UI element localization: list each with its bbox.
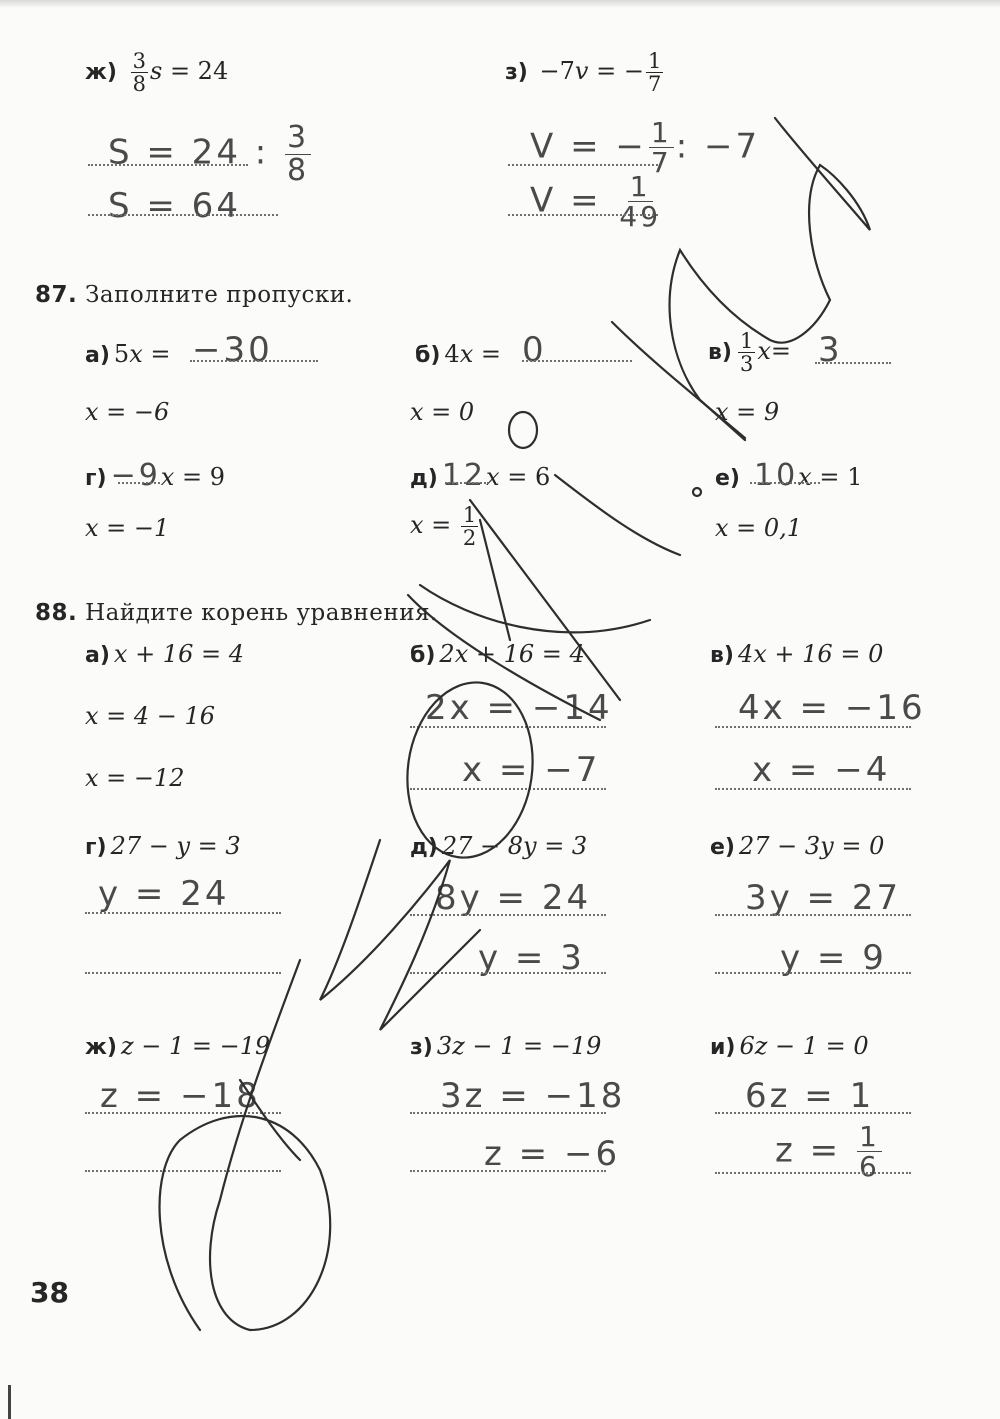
handwritten-answer: 3z = −18 bbox=[440, 1076, 626, 1116]
handwritten-answer: y = 9 bbox=[780, 938, 887, 978]
problem-label: г) bbox=[85, 466, 107, 491]
handwritten-answer bbox=[530, 172, 665, 232]
handwritten-answer: 6z = 1 bbox=[745, 1076, 875, 1116]
handwritten-answer: y = 3 bbox=[478, 938, 585, 978]
variable: x bbox=[798, 463, 812, 491]
equals-sign: = bbox=[480, 340, 501, 368]
equals-sign: = bbox=[770, 337, 792, 366]
root-prefix: x = bbox=[410, 511, 452, 540]
handwritten-answer: S = 64 bbox=[108, 186, 241, 226]
scribble-stroke bbox=[480, 520, 510, 640]
given-root: x = 0 bbox=[410, 398, 475, 426]
dotted-line bbox=[410, 726, 606, 728]
dotted-line bbox=[508, 214, 658, 216]
problem-label: е) bbox=[715, 466, 740, 491]
denominator: 7 bbox=[647, 72, 662, 97]
binding-mark bbox=[8, 1385, 11, 1419]
problem-label: в) bbox=[710, 643, 734, 668]
task-87-header bbox=[35, 282, 353, 308]
problem-label: г) bbox=[85, 835, 107, 860]
variable: x bbox=[757, 337, 771, 366]
handwritten-answer: z = −18 bbox=[100, 1076, 261, 1116]
numerator: 1 bbox=[858, 1120, 880, 1153]
dotted-line bbox=[88, 214, 278, 216]
given-root bbox=[410, 504, 480, 549]
answer-line: S = 24 : bbox=[108, 132, 270, 173]
problem-88v bbox=[710, 640, 883, 668]
equation: 27 − 3y = 0 bbox=[738, 832, 885, 860]
variable: v bbox=[574, 57, 589, 86]
numerator: 1 bbox=[462, 503, 477, 527]
problem-87e bbox=[715, 458, 862, 493]
fraction bbox=[461, 504, 478, 549]
dotted-line bbox=[410, 914, 606, 916]
denominator: 7 bbox=[650, 146, 672, 180]
task-88-header bbox=[35, 600, 438, 626]
dotted-line bbox=[410, 1170, 606, 1172]
denominator: 8 bbox=[287, 152, 310, 188]
coefficient: 4 bbox=[444, 340, 460, 368]
fraction bbox=[285, 122, 311, 186]
equation: 2x + 16 = 4 bbox=[439, 640, 585, 668]
handwritten-answer: 4x = −16 bbox=[738, 688, 926, 728]
handwritten-answer: 10 bbox=[753, 458, 799, 493]
problem-88zh bbox=[85, 1032, 270, 1060]
equation-rhs: = 6 bbox=[507, 463, 551, 491]
equation: 3z − 1 = −19 bbox=[436, 1032, 602, 1060]
given-root: x = −6 bbox=[85, 398, 170, 426]
variable: x bbox=[486, 463, 500, 491]
problem-label: з) bbox=[410, 1035, 433, 1060]
numerator: 1 bbox=[650, 116, 672, 149]
equals-sign: = − bbox=[596, 57, 644, 86]
equation: 4x + 16 = 0 bbox=[737, 640, 884, 668]
problem-zh bbox=[85, 50, 228, 95]
dotted-line bbox=[715, 726, 911, 728]
handwritten-answer: −30 bbox=[192, 330, 273, 370]
handwritten-answer: −9 bbox=[110, 458, 161, 493]
equation-rhs: = 9 bbox=[181, 463, 225, 491]
dotted-line bbox=[815, 362, 891, 364]
problem-87d bbox=[410, 458, 550, 493]
example-step: x = −12 bbox=[85, 764, 185, 792]
scribble-stroke bbox=[509, 412, 537, 448]
dotted-line bbox=[715, 972, 911, 974]
problem-88e bbox=[710, 832, 884, 860]
problem-label: и) bbox=[710, 1035, 736, 1060]
problem-label: а) bbox=[85, 343, 110, 368]
problem-label: в) bbox=[708, 340, 732, 366]
dotted-line bbox=[85, 972, 281, 974]
equation: 27 − 8y = 3 bbox=[441, 832, 588, 860]
dotted-line bbox=[715, 1112, 911, 1114]
denominator: 8 bbox=[132, 72, 146, 97]
scribble-stroke bbox=[320, 840, 480, 1030]
problem-88z bbox=[410, 1032, 601, 1060]
problem-88i bbox=[710, 1032, 869, 1060]
problem-label: ж) bbox=[85, 1035, 117, 1060]
problem-88g bbox=[85, 832, 241, 860]
scribble-stroke bbox=[470, 500, 620, 700]
example-step: x = 4 − 16 bbox=[85, 702, 216, 730]
problem-87b bbox=[415, 340, 501, 368]
fraction bbox=[738, 330, 755, 375]
problem-label: б) bbox=[410, 643, 436, 668]
answer-line: V = bbox=[530, 180, 602, 221]
scribble-stroke bbox=[420, 585, 650, 632]
scribble-stroke bbox=[555, 475, 680, 555]
dotted-line bbox=[522, 360, 632, 362]
handwritten-answer: 12 bbox=[441, 458, 487, 493]
answer-line: : −7 bbox=[675, 126, 761, 167]
task-number: 88. bbox=[35, 600, 78, 626]
top-edge-shadow bbox=[0, 0, 1000, 8]
fraction bbox=[646, 50, 663, 95]
task-title: Найдите корень уравнения. bbox=[85, 600, 438, 626]
answer-line: z = bbox=[775, 1130, 842, 1171]
handwritten-answer bbox=[530, 118, 760, 178]
problem-label: ж) bbox=[85, 60, 117, 86]
equation-rhs: = 1 bbox=[819, 463, 863, 491]
denominator: 6 bbox=[858, 1150, 880, 1184]
dotted-line bbox=[750, 482, 820, 484]
handwritten-answer: x = −7 bbox=[462, 750, 601, 790]
task-number: 87. bbox=[35, 282, 78, 308]
problem-label: е) bbox=[710, 835, 735, 860]
numerator: 3 bbox=[287, 120, 310, 155]
task-title: Заполните пропуски. bbox=[85, 282, 354, 308]
handwritten-answer: z = −6 bbox=[484, 1134, 621, 1174]
problem-label: д) bbox=[410, 466, 438, 491]
problem-label: з) bbox=[505, 60, 528, 86]
variable: x bbox=[459, 340, 474, 368]
numerator: 1 bbox=[647, 49, 662, 73]
fraction bbox=[131, 50, 148, 95]
problem-87v bbox=[708, 330, 791, 375]
handwritten-answer: 2x = −14 bbox=[425, 688, 613, 728]
problem-88b bbox=[410, 640, 585, 668]
dotted-line bbox=[88, 164, 248, 166]
answer-line: V = − bbox=[530, 126, 647, 167]
variable: s bbox=[149, 57, 163, 86]
given-root: x = 9 bbox=[715, 398, 780, 426]
dotted-line bbox=[410, 1112, 606, 1114]
equation: 27 − y = 3 bbox=[110, 832, 241, 860]
scribble-stroke bbox=[693, 488, 701, 496]
dotted-line bbox=[85, 1170, 281, 1172]
problem-z bbox=[505, 50, 665, 95]
variable: x bbox=[129, 340, 143, 368]
numerator: 3 bbox=[132, 49, 146, 73]
dotted-line bbox=[445, 482, 489, 484]
denominator: 49 bbox=[619, 200, 662, 234]
handwritten-answer: 3y = 27 bbox=[745, 878, 902, 918]
equation-rhs: = 24 bbox=[169, 57, 229, 86]
denominator: 3 bbox=[739, 352, 754, 377]
given-root: x = 0,1 bbox=[715, 514, 803, 542]
problem-label: б) bbox=[415, 343, 441, 368]
problem-87a bbox=[85, 340, 170, 368]
denominator: 2 bbox=[462, 526, 477, 551]
dotted-line bbox=[715, 788, 911, 790]
dotted-line bbox=[715, 914, 911, 916]
coefficient: −7 bbox=[539, 57, 575, 86]
problem-88a bbox=[85, 640, 244, 668]
handwritten-answer: x = −4 bbox=[752, 750, 891, 790]
dotted-line bbox=[410, 788, 606, 790]
equation: x + 16 = 4 bbox=[113, 640, 244, 668]
problem-87g bbox=[85, 458, 225, 493]
fraction bbox=[617, 172, 663, 232]
dotted-line bbox=[118, 482, 160, 484]
numerator: 1 bbox=[739, 329, 754, 353]
equals-sign: = bbox=[150, 340, 171, 368]
equation: z − 1 = −19 bbox=[120, 1032, 271, 1060]
handwritten-answer: 0 bbox=[522, 330, 547, 370]
dotted-line bbox=[715, 1172, 911, 1174]
equation: 6z − 1 = 0 bbox=[739, 1032, 869, 1060]
given-root: x = −1 bbox=[85, 514, 170, 542]
scribble-stroke bbox=[160, 960, 331, 1330]
problem-88d bbox=[410, 832, 587, 860]
handwritten-answer bbox=[108, 122, 313, 186]
handwritten-answer: y = 24 bbox=[98, 874, 230, 914]
fraction bbox=[649, 118, 674, 178]
dotted-line bbox=[410, 972, 606, 974]
numerator: 1 bbox=[629, 170, 651, 203]
dotted-line bbox=[190, 360, 318, 362]
variable: x bbox=[160, 463, 175, 491]
coefficient: 5 bbox=[113, 340, 130, 368]
dotted-line bbox=[508, 164, 658, 166]
dotted-line bbox=[85, 912, 281, 914]
problem-label: д) bbox=[410, 835, 438, 860]
page-number: 38 bbox=[30, 1276, 69, 1309]
handwritten-answer: 8y = 24 bbox=[435, 878, 592, 918]
dotted-line bbox=[85, 1112, 281, 1114]
handwritten-answer: 3 bbox=[818, 330, 843, 370]
problem-label: а) bbox=[85, 643, 110, 668]
